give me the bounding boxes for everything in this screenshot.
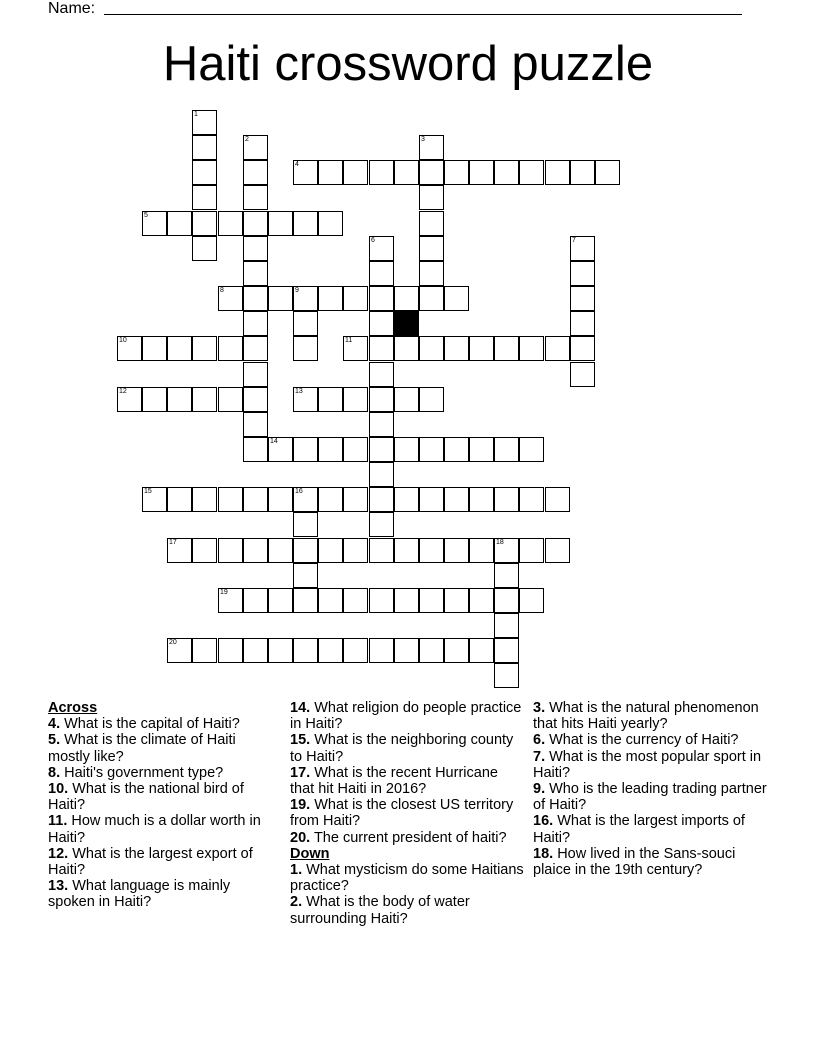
clue-num: 15. [290,732,311,749]
grid-cell[interactable] [243,538,268,563]
clue-number: 13 [295,388,303,395]
clue-number: 9 [295,287,299,294]
grid-cell[interactable] [369,588,394,613]
grid-cell[interactable] [419,236,444,261]
grid-cell[interactable] [394,286,419,311]
grid-cell[interactable] [469,588,494,613]
clue-num: 11. [48,813,68,830]
grid-cell[interactable] [394,336,419,361]
grid-cell[interactable] [318,487,343,512]
grid-cell[interactable] [570,236,595,261]
clue-num: 18. [533,845,554,862]
grid-cell[interactable] [519,336,544,361]
grid-cell[interactable] [444,638,469,663]
grid-cell[interactable] [494,663,519,688]
grid-cell[interactable] [167,336,192,361]
grid-cell[interactable] [394,638,419,663]
grid-cell[interactable] [419,638,444,663]
grid-cell[interactable] [419,185,444,210]
grid-cell[interactable] [318,286,343,311]
grid-cell[interactable] [243,211,268,236]
grid-cell[interactable] [218,336,243,361]
grid-cell[interactable] [444,286,469,311]
grid-cell[interactable] [343,336,368,361]
grid-cell[interactable] [419,437,444,462]
grid-cell[interactable] [394,437,419,462]
grid-cell[interactable] [519,538,544,563]
grid-cell[interactable] [293,336,318,361]
grid-cell[interactable] [570,261,595,286]
grid-cell[interactable] [419,538,444,563]
grid-cell[interactable] [394,588,419,613]
grid-cell[interactable] [519,588,544,613]
grid-cell[interactable] [494,613,519,638]
clue-num: 6. [533,732,546,749]
grid-cell[interactable] [293,563,318,588]
grid-cell[interactable] [369,412,394,437]
clue-text: How much is a dollar worth in Haiti? [48,813,261,846]
grid-cell[interactable] [519,437,544,462]
across-clue [290,700,526,732]
clue-text: What is the largest export of Haiti? [48,845,253,879]
grid-cell[interactable] [192,538,217,563]
grid-cell[interactable] [444,160,469,185]
grid-cell[interactable] [268,588,293,613]
grid-cell[interactable] [419,211,444,236]
grid-cell[interactable] [369,512,394,537]
grid-cell[interactable] [243,286,268,311]
clue-text: What is the natural phenomenon that hits Haiti yearly? [533,700,759,733]
clue-text: What is the largest imports of Haiti? [533,813,745,846]
grid-cell[interactable] [494,588,519,613]
grid-cell[interactable] [243,588,268,613]
grid-cell[interactable] [293,487,318,512]
grid-cell[interactable] [293,437,318,462]
down-clue [533,700,767,732]
grid-cell[interactable] [419,135,444,160]
clue-number: 14 [270,438,278,445]
grid-cell[interactable] [243,638,268,663]
grid-cell[interactable] [494,638,519,663]
grid-cell[interactable] [192,135,217,160]
grid-cell[interactable] [293,638,318,663]
grid-cell[interactable] [494,336,519,361]
clue-text: What is the capital of Haiti? [60,716,240,733]
grid-cell[interactable] [519,487,544,512]
grid-cell[interactable] [394,160,419,185]
grid-cell[interactable] [243,311,268,336]
grid-cell[interactable] [268,437,293,462]
grid-cell[interactable] [343,638,368,663]
grid-cell[interactable] [419,261,444,286]
grid-cell[interactable] [218,588,243,613]
clue-number: 4 [295,161,299,168]
grid-cell[interactable] [369,538,394,563]
clue-num: 10. [48,781,69,798]
grid-cell[interactable] [243,362,268,387]
name-label: Name: [48,0,96,17]
grid-cell[interactable] [444,538,469,563]
grid-cell[interactable] [570,286,595,311]
grid-cell[interactable] [494,563,519,588]
grid-cell[interactable] [318,211,343,236]
grid-cell[interactable] [218,487,243,512]
grid-cell[interactable] [268,538,293,563]
clue-num: 13. [48,878,69,895]
grid-cell[interactable] [369,311,394,336]
grid-cell[interactable] [192,387,217,412]
clue-num: 14. [290,700,311,716]
clue-number: 6 [371,237,375,244]
grid-cell[interactable] [369,638,394,663]
grid-cell[interactable] [444,487,469,512]
grid-cell[interactable] [343,286,368,311]
grid-cell[interactable] [369,286,394,311]
grid-cell[interactable] [444,336,469,361]
grid-cell[interactable] [142,211,167,236]
page-title: Haiti crossword puzzle [162,37,654,91]
clue-text: What language is mainly spoken in Haiti? [48,878,231,911]
grid-cell[interactable] [243,236,268,261]
clue-text: What is the climate of Haiti mostly like? [48,732,236,765]
grid-cell[interactable] [419,160,444,185]
grid-cell[interactable] [243,487,268,512]
down-header: Down [290,845,330,862]
grid-cell[interactable] [243,437,268,462]
clue-num: 7. [533,748,546,765]
clue-num: 8. [48,764,61,781]
across-header: Across [48,700,98,716]
across-clue [290,797,526,829]
clue-num: 17. [290,764,311,781]
grid-cell[interactable] [142,336,167,361]
grid-cell[interactable] [243,387,268,412]
across-clue [290,732,526,764]
grid-cell[interactable] [419,387,444,412]
clue-num: 3. [533,700,546,716]
down-clue [533,781,767,813]
clue-text: What is the currency of Haiti? [545,732,739,749]
grid-cell[interactable] [167,387,192,412]
grid-cell[interactable] [192,487,217,512]
across-clue [48,781,280,813]
grid-cell[interactable] [268,286,293,311]
clue-number: 17 [169,539,177,546]
clue-num: 4. [48,716,61,733]
grid-cell[interactable] [268,487,293,512]
grid-cell[interactable] [394,487,419,512]
clue-number: 2 [245,136,249,143]
grid-cell[interactable] [394,538,419,563]
grid-cell[interactable] [117,387,142,412]
grid-cell[interactable] [243,336,268,361]
clue-number: 10 [119,337,127,344]
clue-text: What is the national bird of Haiti? [48,781,244,814]
grid-cell[interactable] [469,538,494,563]
grid-cell[interactable] [192,160,217,185]
clues-column-1 [48,700,280,911]
grid-cell[interactable] [570,311,595,336]
block-cell [394,311,419,336]
clue-number: 20 [169,639,177,646]
grid-cell[interactable] [192,185,217,210]
across-clue [48,878,280,910]
grid-cell[interactable] [369,362,394,387]
grid-cell[interactable] [519,160,544,185]
grid-cell[interactable] [293,588,318,613]
grid-cell[interactable] [545,336,570,361]
across-clue [290,830,526,846]
grid-cell[interactable] [218,211,243,236]
grid-cell[interactable] [369,160,394,185]
grid-cell[interactable] [494,160,519,185]
grid-cell[interactable] [570,336,595,361]
clue-number: 7 [572,237,576,244]
clue-text: What religion do people practice in Haiti? [290,700,522,733]
grid-cell[interactable] [444,437,469,462]
clue-num: 5. [48,732,61,749]
grid-cell[interactable] [243,261,268,286]
clue-number: 3 [421,136,425,143]
grid-cell[interactable] [318,387,343,412]
grid-cell[interactable] [192,110,217,135]
grid-cell[interactable] [167,487,192,512]
grid-cell[interactable] [469,336,494,361]
down-clue [290,894,526,926]
clue-num: 19. [290,797,311,814]
grid-cell[interactable] [343,588,368,613]
across-clue [48,813,280,845]
grid-cell[interactable] [293,311,318,336]
grid-cell[interactable] [243,160,268,185]
grid-cell[interactable] [268,638,293,663]
grid-cell[interactable] [343,538,368,563]
across-clue [48,765,280,781]
grid-cell[interactable] [369,462,394,487]
grid-cell[interactable] [218,638,243,663]
grid-cell[interactable] [469,160,494,185]
clue-number: 12 [119,388,127,395]
clue-number: 8 [220,287,224,294]
clue-number: 5 [144,212,148,219]
clue-text: What mysticism do some Haitians practice? [290,862,524,895]
clue-num: 12. [48,845,69,862]
grid-cell[interactable] [318,160,343,185]
down-clue [533,813,767,845]
grid-cell[interactable] [318,437,343,462]
down-clue [533,732,767,748]
grid-cell[interactable] [545,160,570,185]
grid-cell[interactable] [369,387,394,412]
grid-cell[interactable] [218,286,243,311]
grid-cell[interactable] [167,211,192,236]
grid-cell[interactable] [167,638,192,663]
grid-cell[interactable] [369,487,394,512]
clue-number: 15 [144,488,152,495]
across-clue [48,716,280,732]
down-clue [290,862,526,894]
grid-cell[interactable] [343,437,368,462]
grid-cell[interactable] [369,236,394,261]
grid-cell[interactable] [192,638,217,663]
grid-cell[interactable] [192,211,217,236]
grid-cell[interactable] [243,412,268,437]
grid-cell[interactable] [343,387,368,412]
grid-cell[interactable] [494,487,519,512]
across-clue [48,846,280,878]
grid-cell[interactable] [469,437,494,462]
grid-cell[interactable] [218,387,243,412]
across-clue [290,765,526,797]
grid-cell[interactable] [369,261,394,286]
grid-cell[interactable] [167,538,192,563]
grid-cell[interactable] [469,487,494,512]
grid-cell[interactable] [369,336,394,361]
clue-text: Haiti's government type? [60,764,224,781]
grid-cell[interactable] [293,160,318,185]
grid-cell[interactable] [444,588,469,613]
grid-cell[interactable] [218,538,243,563]
grid-cell[interactable] [595,160,620,185]
clue-number: 11 [345,337,353,344]
grid-cell[interactable] [419,336,444,361]
grid-cell[interactable] [192,236,217,261]
grid-cell[interactable] [343,160,368,185]
clue-num: 2. [290,894,303,911]
clue-text: What is the body of water surrounding Haiti? [290,894,470,927]
grid-cell[interactable] [318,538,343,563]
clue-num: 16. [533,813,554,830]
clue-number: 1 [194,111,198,118]
clue-num: 1. [290,862,303,879]
grid-cell[interactable] [369,437,394,462]
grid-cell[interactable] [545,487,570,512]
clue-number: 19 [220,589,228,596]
grid-cell[interactable] [318,588,343,613]
grid-cell[interactable] [570,362,595,387]
grid-cell[interactable] [343,487,368,512]
clue-number: 16 [295,488,303,495]
grid-cell[interactable] [293,286,318,311]
clues-column-3 [533,700,767,878]
clue-text: How lived in the Sans-souci plaice in the 19th century? [533,845,736,879]
grid-cell[interactable] [469,638,494,663]
grid-cell[interactable] [142,487,167,512]
clue-num: 20. [290,829,311,846]
clue-text: What is the recent Hurricane that hit Haiti in 2016? [290,764,498,798]
grid-cell[interactable] [268,211,293,236]
clue-text: Who is the leading trading partner of Haiti? [533,781,767,814]
grid-cell[interactable] [142,387,167,412]
grid-cell[interactable] [494,538,519,563]
grid-cell[interactable] [243,185,268,210]
grid-cell[interactable] [117,336,142,361]
grid-cell[interactable] [192,336,217,361]
clue-text: What is the most popular sport in Haiti? [533,748,762,781]
down-clue [533,749,767,781]
grid-cell[interactable] [293,512,318,537]
grid-cell[interactable] [293,538,318,563]
grid-cell[interactable] [494,437,519,462]
across-clue [48,732,280,764]
grid-cell[interactable] [570,160,595,185]
grid-cell[interactable] [293,387,318,412]
down-clue [533,846,767,878]
clue-text: What is the closest US territory from Haiti? [290,797,514,830]
grid-cell[interactable] [545,538,570,563]
grid-cell[interactable] [318,638,343,663]
grid-cell[interactable] [419,487,444,512]
clue-number: 18 [496,539,504,546]
grid-cell[interactable] [243,135,268,160]
grid-cell[interactable] [394,387,419,412]
grid-cell[interactable] [419,286,444,311]
clue-num: 9. [533,781,546,798]
clues-column-2 [290,700,526,927]
grid-cell[interactable] [293,211,318,236]
grid-cell[interactable] [419,588,444,613]
clue-text: What is the neighboring county to Haiti? [290,732,514,765]
clue-text: The current president of haiti? [310,829,507,846]
